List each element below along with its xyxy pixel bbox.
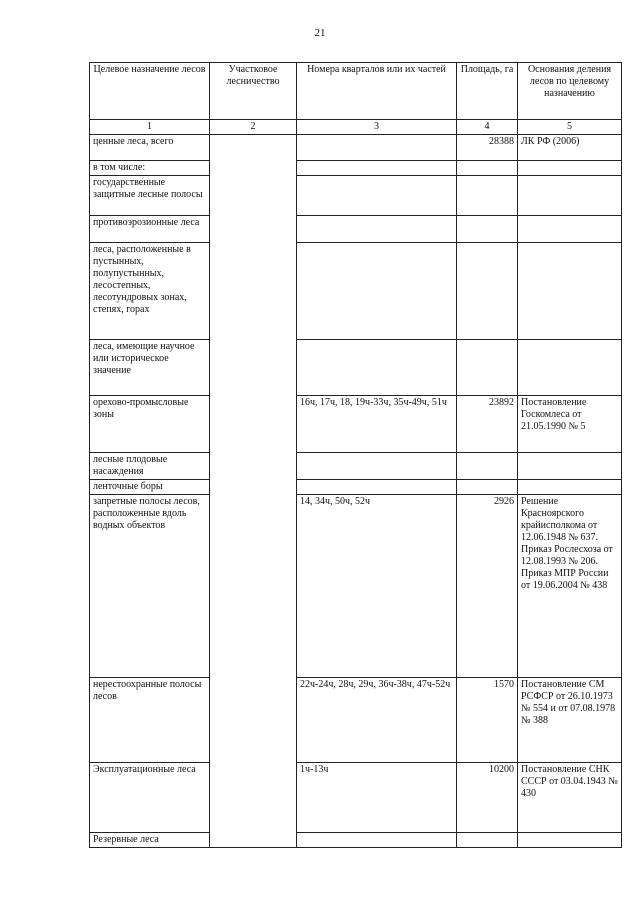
district-cell (210, 135, 297, 848)
basis-cell (518, 833, 622, 848)
purpose-cell: леса, имеющие научное или историческое значение (90, 340, 210, 396)
basis-cell (518, 453, 622, 480)
area-cell: 23892 (457, 396, 518, 453)
area-cell (457, 480, 518, 495)
basis-cell (518, 340, 622, 396)
purpose-cell: нерестоохранные полосы лесов (90, 678, 210, 763)
area-cell (457, 453, 518, 480)
page-number: 21 (314, 27, 326, 39)
basis-cell (518, 480, 622, 495)
table-row (90, 833, 622, 848)
area-cell (457, 176, 518, 216)
basis-cell (518, 216, 622, 243)
quarters-cell: 22ч-24ч, 28ч, 29ч, 36ч-38ч, 47ч-52ч (297, 678, 457, 763)
table-row (90, 678, 622, 763)
header-district: Участковое лесничество (210, 63, 297, 120)
table-row (90, 480, 622, 495)
area-cell: 10200 (457, 763, 518, 833)
quarters-cell (297, 216, 457, 243)
area-cell (457, 340, 518, 396)
area-cell (457, 216, 518, 243)
header-area: Площадь, га (457, 63, 518, 120)
area-cell (457, 833, 518, 848)
area-cell: 28388 (457, 135, 518, 161)
forest-purpose-table (89, 62, 622, 848)
quarters-cell: 16ч, 17ч, 18, 19ч-33ч, 35ч-49ч, 51ч (297, 396, 457, 453)
purpose-cell: леса, расположенные в пустынных, полупустынных, лесостепных, лесотундровых зонах, степях, горах (90, 243, 210, 340)
purpose-cell: ценные леса, всего (90, 135, 210, 161)
col-number: 5 (518, 120, 622, 135)
quarters-cell (297, 480, 457, 495)
area-cell (457, 243, 518, 340)
quarters-cell (297, 161, 457, 176)
quarters-cell: 14, 34ч, 50ч, 52ч (297, 495, 457, 678)
quarters-cell (297, 135, 457, 161)
col-number: 1 (90, 120, 210, 135)
area-cell: 2926 (457, 495, 518, 678)
purpose-cell: Резервные леса (90, 833, 210, 848)
table-row (90, 135, 622, 161)
area-cell: 1570 (457, 678, 518, 763)
purpose-cell: орехово-промысловые зоны (90, 396, 210, 453)
basis-cell: Постановление СНК СССР от 03.04.1943 № 430 (518, 763, 622, 833)
quarters-cell (297, 833, 457, 848)
quarters-cell: 1ч-13ч (297, 763, 457, 833)
purpose-cell: ленточные боры (90, 480, 210, 495)
table-row (90, 340, 622, 396)
basis-cell (518, 176, 622, 216)
purpose-cell: противоэрозионные леса (90, 216, 210, 243)
column-number-row (90, 120, 622, 135)
quarters-cell (297, 243, 457, 340)
basis-cell: Решение Красноярского крайисполкома от 12.06.1948 № 637. Приказ Рослесхоза от 12.08.1993 № 206. Приказ МПР России от 19.06.2004 № 438 (518, 495, 622, 678)
table-row (90, 216, 622, 243)
purpose-cell: государственные защитные лесные полосы (90, 176, 210, 216)
col-number: 3 (297, 120, 457, 135)
basis-cell (518, 161, 622, 176)
purpose-cell: запретные полосы лесов, расположенные вдоль водных объектов (90, 495, 210, 678)
purpose-cell: Эксплуатационные леса (90, 763, 210, 833)
col-number: 2 (210, 120, 297, 135)
header-row (90, 63, 622, 120)
basis-cell: Постановление СМ РСФСР от 26.10.1973 № 554 и от 07.08.1978 № 388 (518, 678, 622, 763)
col-number: 4 (457, 120, 518, 135)
table-row (90, 243, 622, 340)
table-row (90, 396, 622, 453)
basis-cell: Постановление Госкомлеса от 21.05.1990 № 5 (518, 396, 622, 453)
quarters-cell (297, 340, 457, 396)
purpose-cell: лесные плодовые насаждения (90, 453, 210, 480)
area-cell (457, 161, 518, 176)
table-row (90, 453, 622, 480)
table-row (90, 763, 622, 833)
header-basis: Основания деления лесов по целевому назначению (518, 63, 622, 120)
quarters-cell (297, 176, 457, 216)
table-row (90, 161, 622, 176)
basis-cell: ЛК РФ (2006) (518, 135, 622, 161)
table-row (90, 495, 622, 678)
header-purpose: Целевое назначение лесов (90, 63, 210, 120)
header-quarters: Номера кварталов или их частей (297, 63, 457, 120)
table-row (90, 176, 622, 216)
purpose-cell: в том числе: (90, 161, 210, 176)
quarters-cell (297, 453, 457, 480)
basis-cell (518, 243, 622, 340)
